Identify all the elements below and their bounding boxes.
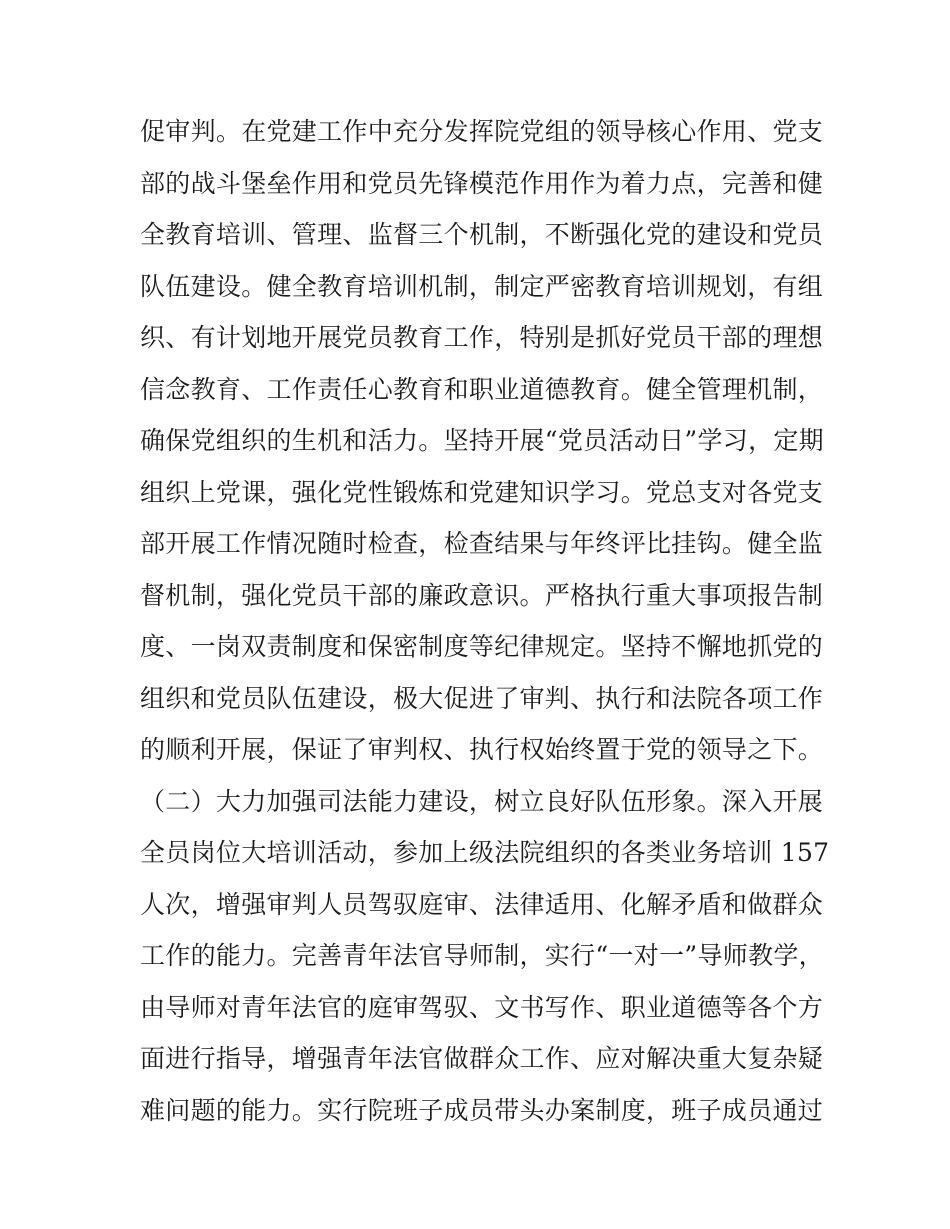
text-line: 队伍建设。健全教育培训机制，制定严密教育培训规划，有组 <box>140 271 824 301</box>
text-line: 部的战斗堡垒作用和党员先锋模范作用作为着力点，完善和健 <box>140 168 824 198</box>
text-line: 难问题的能力。实行院班子成员带头办案制度，班子成员通过 <box>140 1095 824 1125</box>
text-line: 由导师对青年法官的庭审驾驭、文书写作、职业道德等各个方 <box>140 992 824 1022</box>
text-line: 促审判。在党建工作中充分发挥院党组的领导核心作用、党支 <box>140 117 824 146</box>
text-line: 确保党组织的生机和活力。坚持开展“党员活动日”学习，定期 <box>140 426 824 455</box>
text-line: 面进行指导，增强青年法官做群众工作、应对解决重大复杂疑 <box>140 1044 824 1073</box>
text-line: 度、一岗双责制度和保密制度等纪律规定。坚持不懈地抓党的 <box>140 632 824 661</box>
text-line: 全教育培训、管理、监督三个机制，不断强化党的建设和党员 <box>140 220 824 249</box>
text-line: 工作的能力。完善青年法官导师制，实行“一对一”导师教学， <box>140 941 824 970</box>
text-line: 督机制，强化党员干部的廉政意识。严格执行重大事项报告制 <box>140 580 824 610</box>
section-heading-line: （二）大力加强司法能力建设，树立良好队伍形象。深入开展 <box>140 786 824 816</box>
text-line: 部开展工作情况随时检查，检查结果与年终评比挂钩。健全监 <box>140 529 824 558</box>
text-line: 人次，增强审判人员驾驭庭审、法律适用、化解矛盾和做群众 <box>140 889 824 919</box>
text-line: 组织和党员队伍建设，极大促进了审判、执行和法院各项工作 <box>140 683 824 713</box>
text-line: 织、有计划地开展党员教育工作，特别是抓好党员干部的理想 <box>140 323 824 352</box>
text-line: 全员岗位大培训活动，参加上级法院组织的各类业务培训 157 <box>140 838 830 867</box>
text-line: 组织上党课，强化党性锻炼和党建知识学习。党总支对各党支 <box>140 477 824 507</box>
text-line: 的顺利开展，保证了审判权、执行权始终置于党的领导之下。 <box>140 735 824 764</box>
body-text <box>140 106 830 1136</box>
text-line: 信念教育、工作责任心教育和职业道德教育。健全管理机制， <box>140 374 824 404</box>
